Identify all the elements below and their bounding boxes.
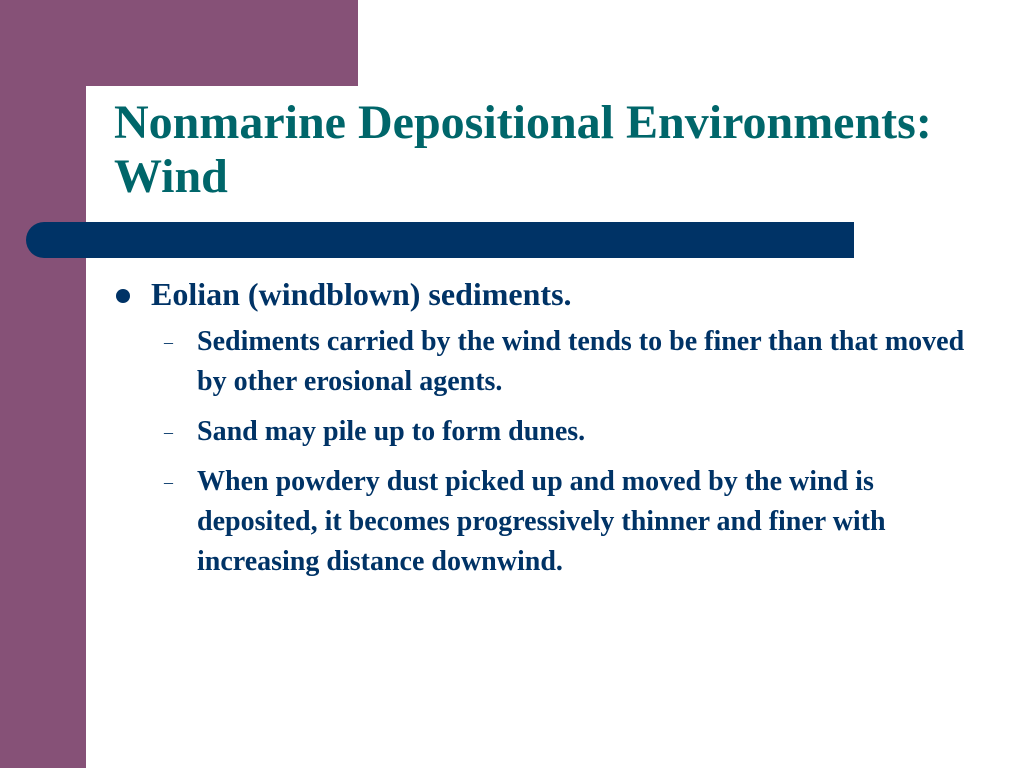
bullet-text: Eolian (windblown) sediments. [151,276,572,312]
sub-bullet-item [114,462,974,582]
title-divider-bar [26,222,854,258]
slide-title: Nonmarine Depositional Environments: Wind [114,96,932,203]
left-accent-band [0,0,86,768]
sub-bullet-item [114,322,974,402]
sub-bullet-list [114,322,974,582]
dash-marker-icon: – [164,332,173,352]
sub-bullet-text: Sediments carried by the wind tends to be finer than that moved by other erosional agents. [197,326,965,397]
sub-bullet-text: Sand may pile up to form dunes. [197,416,586,447]
sub-bullet-item [114,412,974,452]
dash-marker-icon: – [164,472,173,492]
sub-bullet-text: When powdery dust picked up and moved by the wind is deposited, it becomes progressively thinner and finer with increasing distance downwind. [197,466,886,577]
dash-marker-icon: – [164,422,173,442]
slide-body [114,272,974,592]
bullet-dot-icon [116,289,130,303]
top-accent-block [0,0,358,86]
bullet-item [114,272,974,316]
